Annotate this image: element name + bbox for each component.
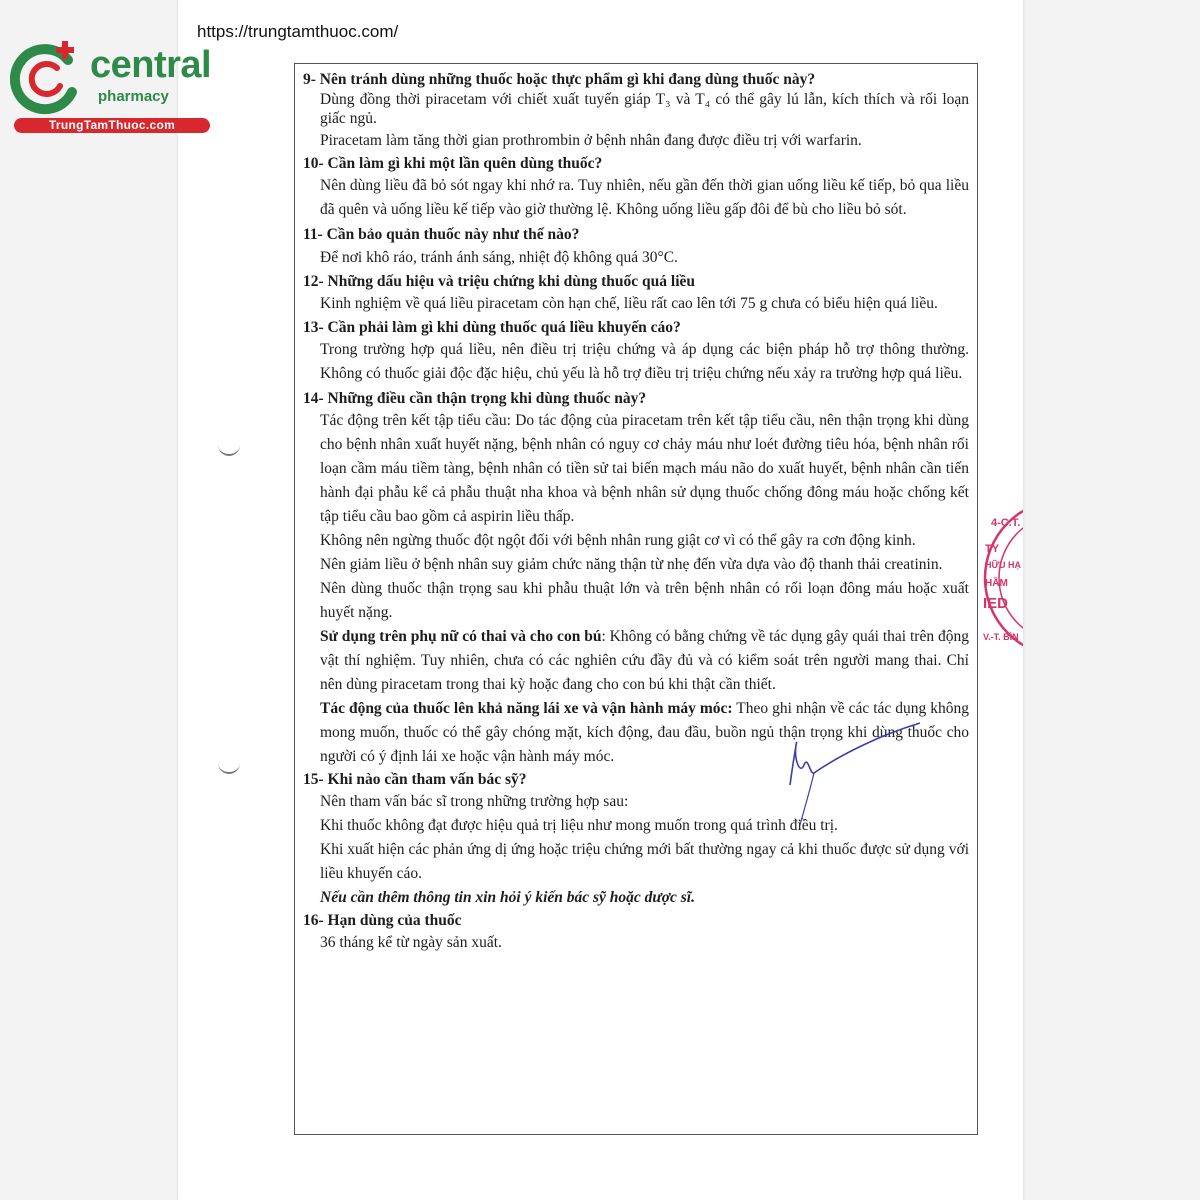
section-title: 12- Những dấu hiệu và triệu chứng khi dùng thuốc quá liều	[303, 273, 696, 290]
stamp-text: IED	[983, 595, 1009, 612]
pregnancy-lead: Sử dụng trên phụ nữ có thai và cho con bú	[320, 628, 602, 645]
paragraph: 36 tháng kể từ ngày sản xuất.	[320, 934, 502, 951]
section-10	[303, 153, 969, 222]
driving-text: Theo ghi nhận về các tác dụng không mong muốn, thuốc có thể gây chóng mặt, kích động, đau đầu, buồn ngủ thận trọng khi dùng thuốc cho người có ý định lái xe hoặc vận hành máy móc.	[320, 700, 969, 765]
paragraph: Tác động trên kết tập tiểu cầu: Do tác động của piracetam trên kết tập tiểu cầu, nên thận trọng khi dùng cho bệnh nhân xuất huyết nặng, bệnh nhân có nguy cơ chảy máu như loét đường tiêu hóa, bệnh nhân rối loạn cầm máu tiềm tàng, bệnh nhân có tiền sử tai biến mạch máu não do xuất huyết, bệnh nhân cần tiến hành đại phẫu kể cả phẫu thuật nha khoa và bệnh nhân sử dụng thuốc chống đông máu hoặc chống kết tập tiểu cầu bao gồm cả aspirin liều thấp.	[320, 412, 969, 525]
stamp-text: 4-C.T.	[991, 517, 1021, 529]
section-13	[303, 317, 969, 386]
section-title: 13- Cần phải làm gì khi dùng thuốc quá liều khuyến cáo?	[303, 319, 681, 336]
paragraph: Khi xuất hiện các phản ứng dị ứng hoặc triệu chứng mới bất thường ngay cả khi thuốc được sử dụng với liều khuyến cáo.	[320, 841, 969, 882]
handwritten-signature	[780, 715, 930, 835]
section-title: 16- Hạn dùng của thuốc	[303, 912, 462, 929]
company-stamp	[975, 498, 1023, 658]
paragraph: Trong trường hợp quá liều, nên điều trị triệu chứng và áp dụng các biện pháp hỗ trợ thông thường. Không có thuốc giải độc đặc hiệu, chủ yếu là hỗ trợ điều trị triệu chứng nếu xảy ra trường hợp quá liều.	[320, 341, 969, 382]
paragraph: Khi thuốc không đạt được hiệu quả trị liệu như mong muốn trong quá trình điều trị.	[320, 817, 838, 834]
logo-sub-text: pharmacy	[98, 88, 169, 105]
stamp-text: TY	[985, 543, 1000, 555]
paragraph: Nên dùng thuốc thận trọng sau khi phẫu thuật lớn và trên bệnh nhân có rối loạn đông máu hoặc xuất huyết nặng.	[320, 580, 969, 621]
paragraph: Nên tham vấn bác sĩ trong những trường hợp sau:	[320, 793, 629, 810]
logo-mark-icon	[10, 38, 90, 116]
paragraph: Để nơi khô ráo, tránh ánh sáng, nhiệt độ không quá 30°C.	[320, 249, 678, 266]
paragraph: Dùng đồng thời piracetam với chiết xuất tuyến giáp T₃ và T₄ có thể gây lú lẫn, kích thích và rối loạn giấc ngủ.	[320, 91, 969, 127]
section-title: 9- Nên tránh dùng những thuốc hoặc thực phẩm gì khi đang dùng thuốc này?	[303, 71, 816, 88]
leaflet-content	[294, 63, 978, 1135]
section-16	[303, 910, 969, 955]
pregnancy-paragraph	[320, 625, 969, 697]
paragraph: Kinh nghiệm về quá liều piracetam còn hạn chế, liều rất cao lên tới 75 g chưa có biểu hiện quá liều.	[320, 295, 938, 312]
section-title: 11- Cần bảo quản thuốc này như thế nào?	[303, 226, 580, 243]
logo-brand-text: central	[90, 44, 212, 86]
section-title: 14- Những điều cần thận trọng khi dùng thuốc này?	[303, 390, 647, 407]
stamp-text: HỮU HẠ	[985, 560, 1021, 570]
source-url[interactable]: https://trungtamthuoc.com/	[197, 22, 399, 41]
section-9	[303, 69, 969, 150]
paragraph: Không nên ngừng thuốc đột ngột đối với bệnh nhân rung giật cơ vì có thể gây ra cơn động kinh.	[320, 532, 916, 549]
pregnancy-text: : Không có bằng chứng về tác dụng gây quái thai trên động vật thí nghiệm. Tuy nhiên, chưa có các nghiên cứu đầy đủ và có kiểm soát trên người mang thai. Chỉ nên dùng piracetam trong thai kỳ hoặc đang cho con bú khi thật cần thiết.	[320, 628, 969, 693]
section-title: 15- Khi nào cần tham vấn bác sỹ?	[303, 771, 527, 788]
driving-lead: Tác động của thuốc lên khả năng lái xe và vận hành máy móc:	[320, 700, 733, 717]
paragraph: Piracetam làm tăng thời gian prothrombin ở bệnh nhân đang được điều trị với warfarin.	[320, 132, 862, 149]
logo-site-banner: TrungTamThuoc.com	[14, 118, 210, 133]
section-14	[303, 388, 969, 769]
central-pharmacy-logo[interactable]	[10, 38, 215, 138]
paragraph: Nên giảm liều ở bệnh nhân suy giảm chức năng thận từ nhẹ đến vừa dựa vào độ thanh thải creatinin.	[320, 556, 943, 573]
section-11	[303, 224, 969, 267]
stamp-text: V.-T. BÌN	[983, 632, 1019, 642]
paragraph: Nên dùng liều đã bỏ sót ngay khi nhớ ra. Tuy nhiên, nếu gần đến thời gian uống liều kế tiếp, bỏ qua liều đã quên và uống liều kế tiếp vào giờ thường lệ. Không uống liều gấp đôi để bù cho liều bỏ sót.	[320, 177, 969, 218]
section-12	[303, 271, 969, 313]
section-title: 10- Cần làm gì khi một lần quên dùng thuốc?	[303, 155, 603, 172]
stamp-text: HẦM	[985, 578, 1008, 589]
advice-note: Nếu cần thêm thông tin xin hỏi ý kiến bác sỹ hoặc dược sĩ.	[320, 889, 695, 906]
